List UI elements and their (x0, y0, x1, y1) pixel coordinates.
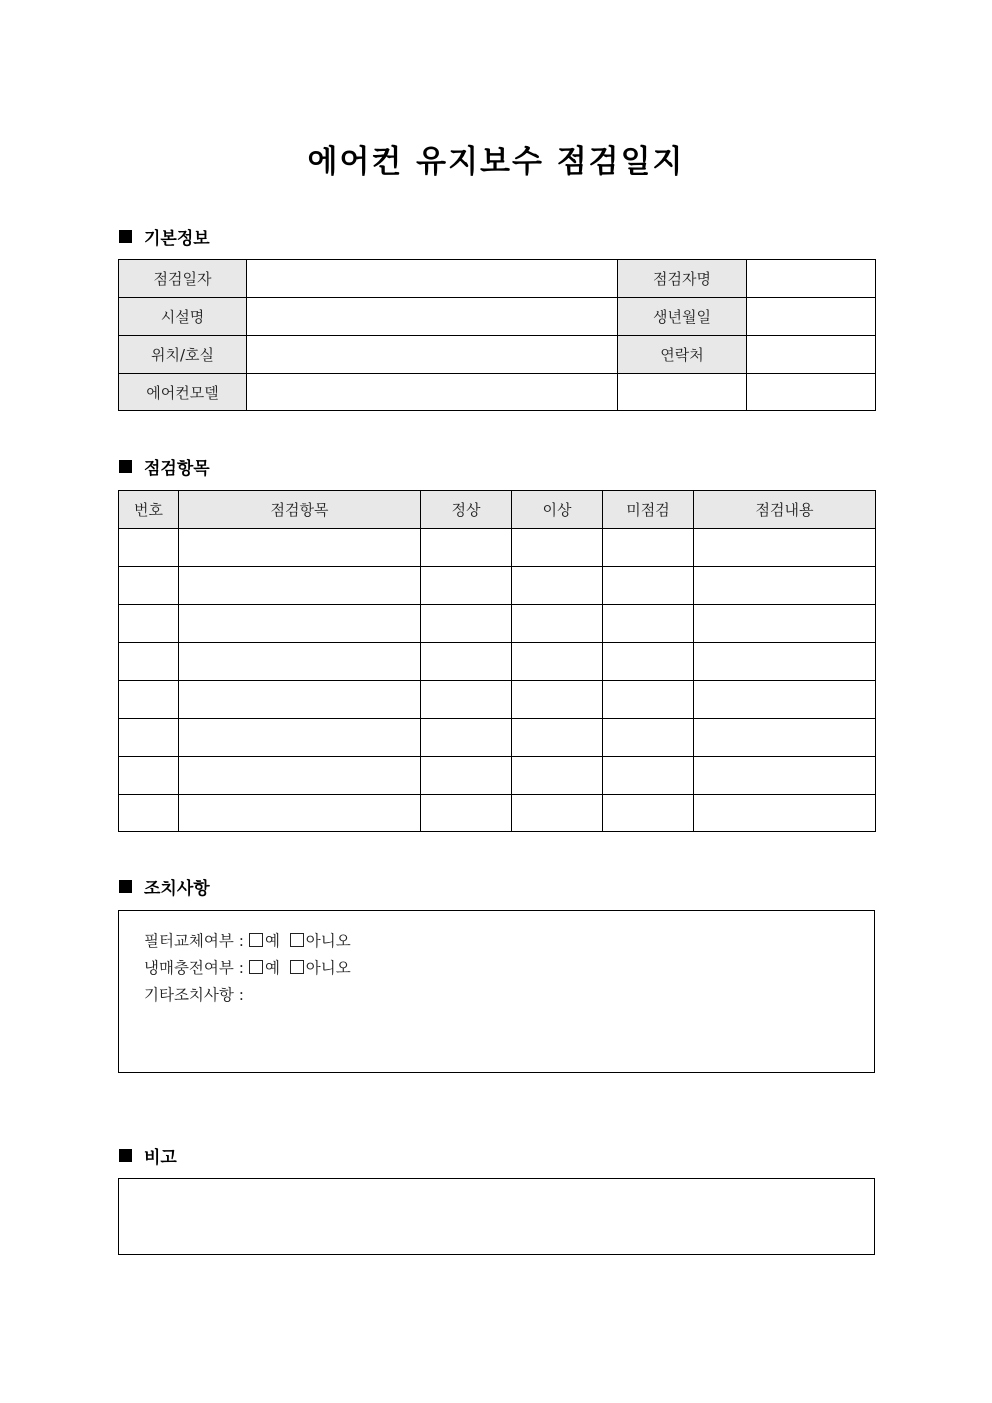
facility-name-field[interactable] (247, 298, 618, 336)
table-row (119, 795, 876, 832)
cell-not-inspected[interactable] (603, 567, 694, 605)
cell-abnormal[interactable] (512, 529, 603, 567)
cell-not-inspected[interactable] (603, 795, 694, 832)
table-row (119, 529, 876, 567)
label-contact: 연락처 (618, 336, 747, 374)
cell-details[interactable] (694, 567, 876, 605)
table-row (119, 681, 876, 719)
cell-item[interactable] (179, 681, 421, 719)
column-header-number: 번호 (119, 491, 179, 529)
section-heading-basic-info (119, 224, 210, 249)
cell-normal[interactable] (421, 567, 512, 605)
filter-yes-option[interactable] (249, 932, 280, 950)
cell-number[interactable] (119, 681, 179, 719)
cell-number[interactable] (119, 795, 179, 832)
column-header-not-inspected: 미점검 (603, 491, 694, 529)
cell-item[interactable] (179, 567, 421, 605)
label-birth-date: 생년월일 (618, 298, 747, 336)
label-ac-model: 에어컨모델 (119, 374, 247, 411)
cell-abnormal[interactable] (512, 719, 603, 757)
refrigerant-charge-line (144, 955, 874, 982)
cell-details[interactable] (694, 643, 876, 681)
checkbox-icon[interactable] (290, 933, 304, 947)
cell-abnormal[interactable] (512, 795, 603, 832)
refrigerant-charge-label: 냉매충전여부 : (144, 959, 244, 977)
filter-replacement-label: 필터교체여부 : (144, 932, 244, 950)
option-label: 아니오 (305, 959, 351, 977)
other-actions-line (144, 982, 874, 1009)
section-heading-remarks (119, 1143, 177, 1168)
cell-number[interactable] (119, 757, 179, 795)
column-header-details: 점검내용 (694, 491, 876, 529)
cell-normal[interactable] (421, 795, 512, 832)
document-title: 에어컨 유지보수 점검일지 (307, 144, 685, 180)
section-heading-label: 기본정보 (144, 229, 210, 249)
cell-number[interactable] (119, 643, 179, 681)
cell-details[interactable] (694, 757, 876, 795)
filter-no-option[interactable] (290, 932, 351, 950)
section-heading-label: 점검항목 (144, 459, 210, 479)
cell-not-inspected[interactable] (603, 719, 694, 757)
checkbox-icon[interactable] (290, 960, 304, 974)
cell-details[interactable] (694, 795, 876, 832)
section-heading-label: 조치사항 (144, 879, 210, 899)
table-row (119, 643, 876, 681)
other-actions-label: 기타조치사항 : (144, 986, 244, 1004)
cell-details[interactable] (694, 681, 876, 719)
cell-item[interactable] (179, 643, 421, 681)
basic-info-row (119, 298, 876, 336)
square-bullet-icon (119, 880, 132, 893)
cell-abnormal[interactable] (512, 605, 603, 643)
square-bullet-icon (119, 460, 132, 473)
cell-normal[interactable] (421, 757, 512, 795)
basic-info-row (119, 374, 876, 411)
refrigerant-no-option[interactable] (290, 959, 351, 977)
inspector-name-field[interactable] (747, 260, 876, 298)
cell-not-inspected[interactable] (603, 605, 694, 643)
table-row (119, 567, 876, 605)
cell-number[interactable] (119, 567, 179, 605)
checkbox-icon[interactable] (249, 960, 263, 974)
cell-not-inspected[interactable] (603, 643, 694, 681)
cell-details[interactable] (694, 605, 876, 643)
table-row (119, 719, 876, 757)
cell-normal[interactable] (421, 643, 512, 681)
section-heading-actions (119, 874, 210, 899)
section-heading-label: 비고 (144, 1148, 177, 1168)
cell-normal[interactable] (421, 605, 512, 643)
cell-abnormal[interactable] (512, 757, 603, 795)
option-label: 아니오 (305, 932, 351, 950)
column-header-item: 점검항목 (179, 491, 421, 529)
cell-details[interactable] (694, 529, 876, 567)
contact-field[interactable] (747, 336, 876, 374)
cell-number[interactable] (119, 529, 179, 567)
cell-abnormal[interactable] (512, 681, 603, 719)
birth-date-field[interactable] (747, 298, 876, 336)
blank-cell[interactable] (747, 374, 876, 411)
section-heading-inspection-items (119, 454, 210, 479)
ac-model-field[interactable] (247, 374, 618, 411)
inspection-items-table (118, 490, 876, 832)
basic-info-table (118, 259, 876, 411)
cell-item[interactable] (179, 605, 421, 643)
cell-number[interactable] (119, 719, 179, 757)
column-header-normal: 정상 (421, 491, 512, 529)
option-label: 예 (264, 959, 280, 977)
remarks-box[interactable] (118, 1178, 875, 1255)
table-row (119, 757, 876, 795)
refrigerant-yes-option[interactable] (249, 959, 280, 977)
option-label: 예 (264, 932, 280, 950)
label-inspection-date: 점검일자 (119, 260, 247, 298)
cell-item[interactable] (179, 757, 421, 795)
column-header-abnormal: 이상 (512, 491, 603, 529)
cell-not-inspected[interactable] (603, 757, 694, 795)
basic-info-row (119, 336, 876, 374)
cell-item[interactable] (179, 529, 421, 567)
cell-normal[interactable] (421, 529, 512, 567)
cell-number[interactable] (119, 605, 179, 643)
square-bullet-icon (119, 1149, 132, 1162)
cell-not-inspected[interactable] (603, 681, 694, 719)
cell-abnormal[interactable] (512, 567, 603, 605)
filter-replacement-line (144, 928, 874, 955)
square-bullet-icon (119, 230, 132, 243)
cell-details[interactable] (694, 719, 876, 757)
label-location-room: 위치/호실 (119, 336, 247, 374)
cell-not-inspected[interactable] (603, 529, 694, 567)
actions-box[interactable] (118, 910, 875, 1073)
label-facility-name: 시설명 (119, 298, 247, 336)
cell-normal[interactable] (421, 681, 512, 719)
blank-cell[interactable] (618, 374, 747, 411)
checkbox-icon[interactable] (249, 933, 263, 947)
label-inspector-name: 점검자명 (618, 260, 747, 298)
inspection-date-field[interactable] (247, 260, 618, 298)
cell-normal[interactable] (421, 719, 512, 757)
table-row (119, 605, 876, 643)
cell-item[interactable] (179, 795, 421, 832)
cell-item[interactable] (179, 719, 421, 757)
table-header-row (119, 491, 876, 529)
location-room-field[interactable] (247, 336, 618, 374)
basic-info-row (119, 260, 876, 298)
cell-abnormal[interactable] (512, 643, 603, 681)
